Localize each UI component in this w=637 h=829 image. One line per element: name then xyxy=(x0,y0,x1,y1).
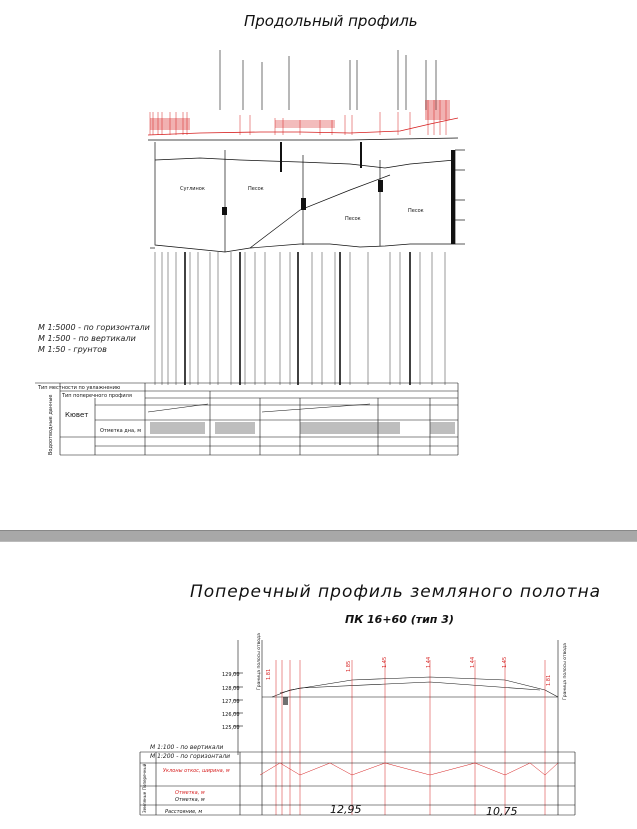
svg-text:Земляные: Земляные xyxy=(142,791,147,813)
elevation-label: 129,00 xyxy=(222,672,240,678)
table-row-label: Расстояние, м xyxy=(165,809,203,815)
table-row-label: Отметка, м xyxy=(175,790,205,796)
scale-line: М 1:50 - грунтов xyxy=(38,345,107,354)
cross-section-subtitle: ПК 16+60 (тип 3) xyxy=(345,613,454,626)
table-group-label: Водоотводные данные xyxy=(48,394,54,455)
svg-text:1.85: 1.85 xyxy=(346,660,352,672)
svg-text:1.45: 1.45 xyxy=(382,656,388,668)
svg-text:Поперечный: Поперечный xyxy=(142,763,147,790)
edge-label: Граница полосы отвода xyxy=(563,643,568,700)
scale-line: М 1:200 - по горизонтали xyxy=(150,753,231,760)
table-row-label: Отметка дна, м xyxy=(100,428,142,434)
table-row-label: Отметка, м xyxy=(175,797,205,803)
elevation-label: 128,00 xyxy=(222,686,240,692)
table-row-label: Тип поперечного профиля xyxy=(62,393,132,399)
cross-section-scales xyxy=(150,743,230,761)
long-profile-title: Продольный профиль xyxy=(244,12,418,30)
svg-text:1.44: 1.44 xyxy=(426,656,432,668)
distance-label: 10,75 xyxy=(486,805,518,818)
soil-label: Суглинок xyxy=(180,186,205,192)
section-divider xyxy=(0,530,637,542)
svg-text:1.44: 1.44 xyxy=(470,656,476,668)
scale-line: М 1:5000 - по горизонтали xyxy=(38,323,150,332)
svg-text:1.81: 1.81 xyxy=(266,668,272,680)
table-row-label: Тип местности по увлажнению xyxy=(38,385,121,391)
soil-label: Песок xyxy=(408,208,424,214)
table-row-label: Уклоны откос, ширина, м xyxy=(163,768,230,774)
elevation-label: 125,00 xyxy=(222,725,240,731)
edge-label: Граница полосы отвода xyxy=(257,633,262,690)
table-row-label: Кювет xyxy=(65,411,89,419)
soil-label: Песок xyxy=(248,186,264,192)
cross-section-title: Поперечный профиль земляного полотна xyxy=(190,582,602,602)
svg-text:1.81: 1.81 xyxy=(546,674,552,686)
svg-text:1.45: 1.45 xyxy=(502,656,508,668)
soil-label: Песок xyxy=(345,216,361,222)
long-profile-scales xyxy=(38,322,150,355)
elevation-label: 127,00 xyxy=(222,699,240,705)
elevation-label: 126,00 xyxy=(222,712,240,718)
distance-label: 12,95 xyxy=(330,803,362,816)
scale-line: М 1:100 - по вертикали xyxy=(150,744,224,751)
scale-line: М 1:500 - по вертикали xyxy=(38,334,136,343)
